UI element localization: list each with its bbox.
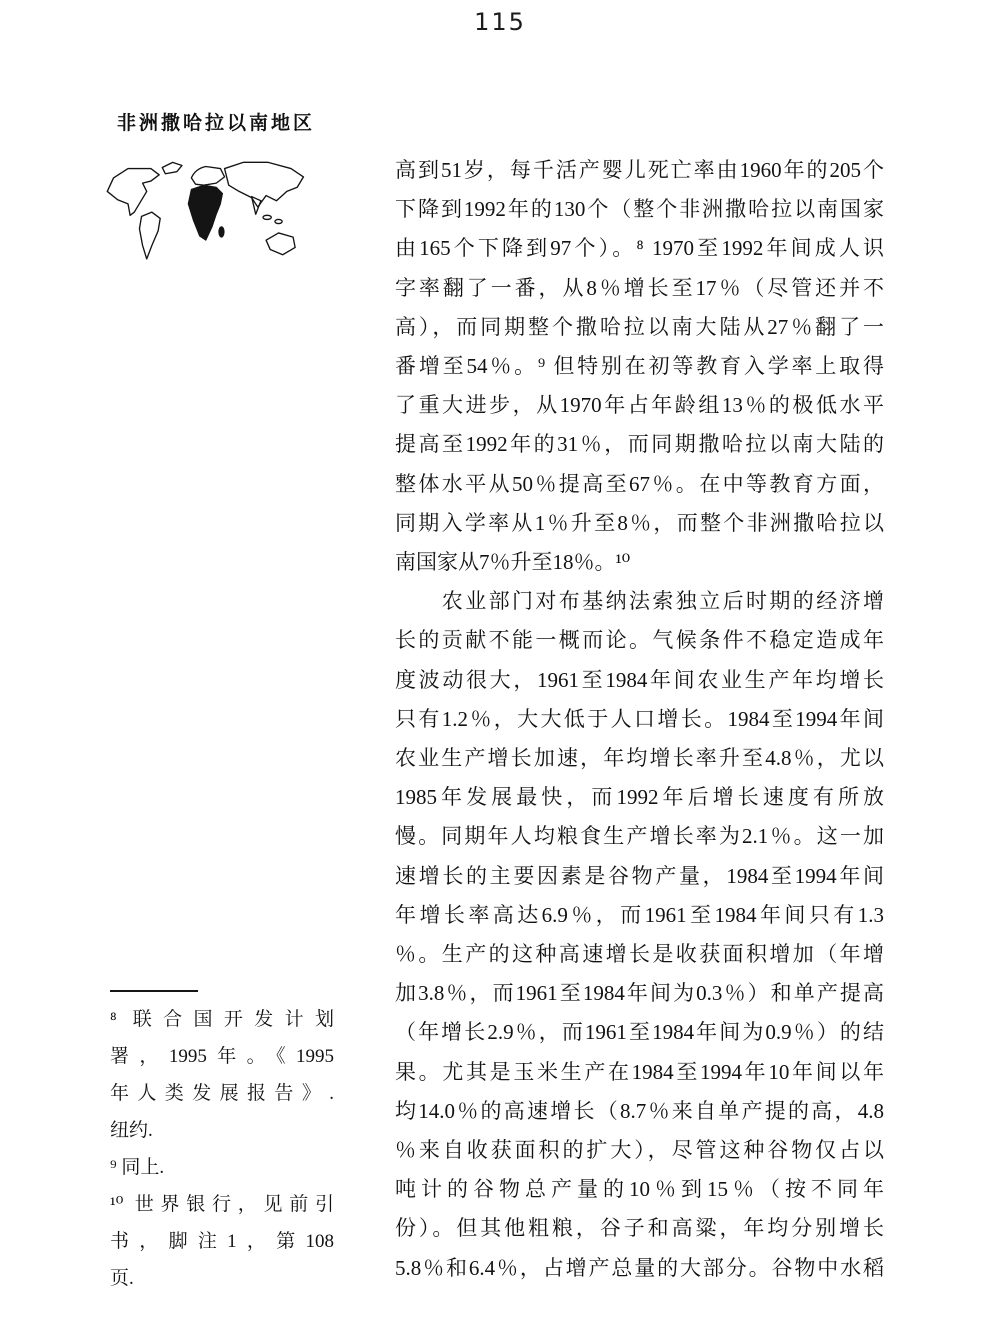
footnotes-block [110,990,334,1297]
text-line: 慢。同期年人均粮食生产增长率为2.1％。这一加 [395,824,884,849]
text-line: 高到51岁，每千活产婴儿死亡率由1960年的205个 [395,158,884,182]
text-line: 由165个下降到97个）。⁸ 1970至1992年间成人识 [395,236,884,261]
text-line: 果。尤其是玉米生产在1984至1994年10年间以年 [395,1059,884,1084]
world-map-svg [100,152,318,290]
text-line: 高），而同期整个撒哈拉以南大陆从27％翻了一 [395,314,884,339]
footnote-line: 年人类发展报告》. [110,1083,334,1104]
text-line: 整体水平从50％提高至67％。在中等教育方面， [395,471,884,496]
text-line: 同期入学率从1％升至8％，而整个非洲撒哈拉以 [395,510,884,535]
text-line: 长的贡献不能一概而论。气候条件不稳定造成年 [395,628,884,653]
text-line: 下降到1992年的130个（整个非洲撒哈拉以南国家 [395,197,884,222]
text-line: 度波动很大，1961至1984年间农业生产年均增长 [395,667,884,692]
page-number: 115 [474,8,526,36]
section-heading: 非洲撒哈拉以南地区 [117,113,316,134]
world-map-africa-highlighted-icon [100,152,318,290]
text-line: 5.8％和6.4％，占增产总量的大部分。谷物中水稻 [395,1255,884,1280]
text-line: 提高至1992年的31％，而同期撒哈拉以南大陆的 [395,432,884,457]
text-line: 只有1.2％，大大低于人口增长。1984至1994年间 [395,706,884,731]
text-line: 南国家从7％升至18％。¹⁰ [395,550,631,575]
footnote-line: ⁸ 联合国开发计划 [110,1009,334,1030]
text-line: 份）。但其他粗粮，谷子和高粱，年均分别增长 [395,1216,884,1241]
footnote-lines [110,1001,334,1297]
text-line: （年增长2.9％，而1961至1984年间为0.9％）的结 [395,1020,884,1045]
text-line: 农业生产增长加速，年均增长率升至4.8％，尤以 [395,746,884,771]
footnote-line: 书，脚注1，第108 [110,1231,334,1252]
text-line: 速增长的主要因素是谷物产量，1984至1994年间 [395,863,884,888]
footnote-line: ⁹ 同上. [110,1157,165,1178]
footnote-line: ¹⁰ 世界银行，见前引 [110,1194,334,1215]
main-text-column [395,151,884,1288]
footnote-line: 署，1995年。《1995 [110,1046,334,1067]
footnote-line: 页. [110,1268,134,1289]
text-line: ％来自收获面积的扩大），尽管这种谷物仅占以 [395,1138,884,1163]
text-line: 加3.8％，而1961至1984年间为0.3％）和单产提高 [395,981,884,1006]
text-line: 农业部门对布基纳法索独立后时期的经济增 [395,589,884,614]
text-line: 吨计的谷物总产量的10％到15％（按不同年 [395,1177,884,1202]
text-line: 年增长率高达6.9％，而1961至1984年间只有1.3 [395,902,884,927]
text-line: ％。生产的这种高速增长是收获面积增加（年增 [395,942,884,967]
text-line: 1985年发展最快，而1992年后增长速度有所放 [395,785,884,810]
text-line: 均14.0％的高速增长（8.7％来自单产提的高，4.8 [395,1098,884,1123]
footnote-separator [110,990,198,992]
text-line: 字率翻了一番，从8％增长至17％（尽管还并不 [395,275,884,300]
text-line: 了重大进步，从1970年占年龄组13％的极低水平 [395,393,884,418]
footnote-line: 纽约. [110,1120,153,1141]
text-line: 番增至54％。⁹ 但特别在初等教育入学率上取得 [395,354,884,379]
